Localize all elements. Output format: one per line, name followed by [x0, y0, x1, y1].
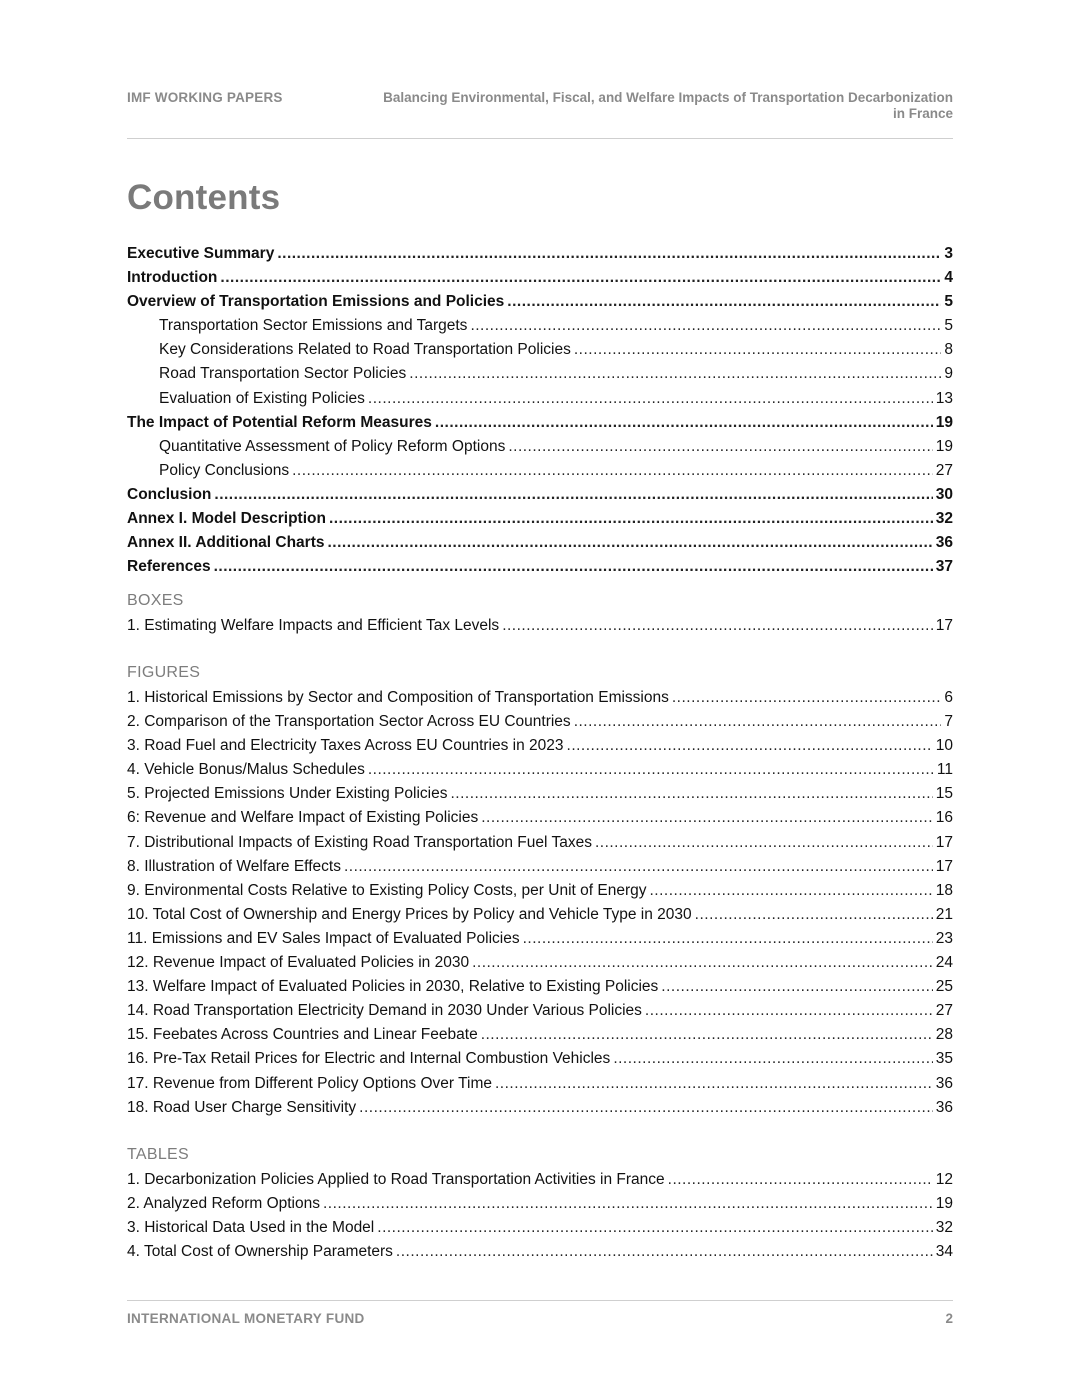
- toc-entry-label: Policy Conclusions: [159, 461, 290, 479]
- dot-leader: [695, 903, 933, 927]
- toc-subentry-quantitative-assessment[interactable]: [127, 435, 953, 459]
- table-entry[interactable]: [127, 1168, 953, 1192]
- toc-entry-label: 1. Decarbonization Policies Applied to Road Transportation Activities in France: [127, 1171, 665, 1188]
- toc-entry-label: 10. Total Cost of Ownership and Energy Prices by Policy and Vehicle Type in 2030: [127, 905, 692, 923]
- toc-entry-page: 12: [935, 1171, 953, 1188]
- toc-entry-page: 36: [935, 1098, 953, 1116]
- figure-entry[interactable]: [127, 1023, 953, 1047]
- toc-entry-label: 6: Revenue and Welfare Impact of Existing Policies: [127, 809, 479, 827]
- toc-entry-label: 4. Vehicle Bonus/Malus Schedules: [127, 761, 365, 779]
- figure-entry[interactable]: [127, 710, 953, 734]
- toc-entry-page: 16: [935, 809, 953, 827]
- dot-leader: [472, 951, 933, 975]
- table-of-contents: [127, 242, 953, 579]
- toc-entry-label: Introduction: [127, 269, 218, 287]
- toc-entry-label: 15. Feebates Across Countries and Linear Feebate: [127, 1026, 478, 1044]
- toc-entry-page: 19: [935, 437, 953, 455]
- figure-entry[interactable]: [127, 903, 953, 927]
- toc-entry-page: 23: [935, 929, 953, 947]
- figure-entry[interactable]: [127, 686, 953, 710]
- toc-entry-label: Overview of Transportation Emissions and Policies: [127, 293, 505, 311]
- dot-leader: [507, 290, 941, 314]
- page-number: 2: [945, 1311, 953, 1326]
- toc-subentry-emissions-targets[interactable]: [127, 314, 953, 338]
- dot-leader: [409, 362, 941, 386]
- toc-entry-label: Conclusion: [127, 485, 212, 503]
- toc-entry-label: Road Transportation Sector Policies: [159, 365, 407, 383]
- toc-entry-label: 17. Revenue from Different Policy Options Over Time: [127, 1074, 492, 1092]
- toc-entry-executive-summary[interactable]: [127, 242, 953, 266]
- toc-entry-page: 34: [935, 1243, 953, 1261]
- toc-entry-page: 9: [944, 365, 953, 383]
- toc-entry-label: 3. Historical Data Used in the Model: [127, 1219, 375, 1237]
- toc-entry-introduction[interactable]: [127, 266, 953, 290]
- toc-entry-page: 13: [935, 389, 953, 407]
- dot-leader: [645, 999, 933, 1023]
- toc-entry-label: 13. Welfare Impact of Evaluated Policies in 2030, Relative to Existing Policies: [127, 978, 659, 996]
- toc-entry-page: 32: [935, 1219, 953, 1237]
- toc-entry-page: 19: [935, 1195, 953, 1213]
- dot-leader: [292, 459, 933, 483]
- series-name: IMF WORKING PAPERS: [127, 90, 283, 105]
- toc-entry-label: 12. Revenue Impact of Evaluated Policies in 2030: [127, 954, 470, 972]
- dot-leader: [649, 879, 932, 903]
- toc-entry-label: Executive Summary: [127, 245, 275, 262]
- toc-entry-page: 4: [944, 269, 953, 287]
- toc-entry-label: 16. Pre-Tax Retail Prices for Electric and Internal Combustion Vehicles: [127, 1050, 611, 1068]
- toc-entry-page: 15: [935, 785, 953, 803]
- toc-entry-label: The Impact of Potential Reform Measures: [127, 413, 432, 431]
- toc-subentry-sector-policies[interactable]: [127, 362, 953, 386]
- toc-entry-label: Quantitative Assessment of Policy Reform Options: [159, 437, 506, 455]
- dot-leader: [396, 1240, 933, 1264]
- tables-heading: TABLES: [127, 1146, 189, 1163]
- toc-entry-label: 3. Road Fuel and Electricity Taxes Across EU Countries in 2023: [127, 737, 564, 755]
- figure-entry[interactable]: [127, 1072, 953, 1096]
- toc-entry-page: 27: [935, 1002, 953, 1020]
- toc-entry-page: 17: [935, 857, 953, 875]
- dot-leader: [508, 435, 932, 459]
- dot-leader: [323, 1192, 933, 1216]
- figure-entry[interactable]: [127, 927, 953, 951]
- toc-entry-label: 5. Projected Emissions Under Existing Policies: [127, 785, 448, 803]
- figure-entry[interactable]: [127, 855, 953, 879]
- toc-entry-label: 2. Analyzed Reform Options: [127, 1195, 320, 1213]
- figures-heading: FIGURES: [127, 664, 201, 681]
- boxes-heading: BOXES: [127, 592, 184, 609]
- toc-subentry-key-considerations[interactable]: [127, 338, 953, 362]
- toc-entry-label: 4. Total Cost of Ownership Parameters: [127, 1243, 393, 1261]
- toc-entry-page: 18: [935, 881, 953, 899]
- tables-list: [127, 1168, 953, 1264]
- dot-leader: [368, 387, 933, 411]
- toc-entry-annex-2[interactable]: [127, 531, 953, 555]
- dot-leader: [523, 927, 933, 951]
- toc-entry-page: 37: [935, 558, 953, 576]
- figures-list: [127, 686, 953, 1120]
- toc-entry-references[interactable]: [127, 555, 953, 579]
- figure-entry[interactable]: [127, 975, 953, 999]
- figure-entry[interactable]: [127, 782, 953, 806]
- toc-entry-label: 11. Emissions and EV Sales Impact of Evaluated Policies: [127, 929, 520, 947]
- toc-entry-page: 8: [944, 341, 953, 359]
- dot-leader: [450, 782, 932, 806]
- toc-entry-page: 30: [935, 485, 953, 503]
- toc-subentry-evaluation[interactable]: [127, 387, 953, 411]
- toc-entry-page: 5: [944, 317, 953, 335]
- toc-entry-label: 1. Historical Emissions by Sector and Composition of Transportation Emissions: [127, 689, 669, 706]
- toc-entry-page: 21: [935, 905, 953, 923]
- footer-organization: INTERNATIONAL MONETARY FUND: [127, 1311, 365, 1326]
- dot-leader: [329, 507, 933, 531]
- dot-leader: [481, 1023, 933, 1047]
- figure-entry[interactable]: [127, 758, 953, 782]
- toc-entry-reform-measures[interactable]: [127, 411, 953, 435]
- toc-entry-label: 18. Road User Charge Sensitivity: [127, 1098, 357, 1116]
- toc-entry-page: 28: [935, 1026, 953, 1044]
- figure-entry[interactable]: [127, 1096, 953, 1120]
- toc-entry-page: 17: [935, 617, 953, 634]
- figure-entry[interactable]: [127, 806, 953, 830]
- dot-leader: [574, 338, 942, 362]
- dot-leader: [377, 1216, 932, 1240]
- toc-entry-label: Annex II. Additional Charts: [127, 534, 325, 552]
- dot-leader: [359, 1096, 933, 1120]
- toc-entry-label: 14. Road Transportation Electricity Demand in 2030 Under Various Policies: [127, 1002, 642, 1020]
- toc-subentry-policy-conclusions[interactable]: [127, 459, 953, 483]
- dot-leader: [502, 614, 933, 638]
- dot-leader: [220, 266, 941, 290]
- dot-leader: [574, 710, 942, 734]
- dot-leader: [668, 1168, 933, 1192]
- figure-entry[interactable]: [127, 1047, 953, 1071]
- toc-entry-label: 2. Comparison of the Transportation Sector Across EU Countries: [127, 713, 571, 731]
- dot-leader: [470, 314, 941, 338]
- toc-entry-page: 11: [936, 761, 953, 779]
- toc-entry-page: 36: [935, 1074, 953, 1092]
- toc-entry-page: 19: [935, 413, 953, 431]
- toc-entry-label: 9. Environmental Costs Relative to Existing Policy Costs, per Unit of Energy: [127, 881, 647, 899]
- toc-entry-label: Key Considerations Related to Road Transportation Policies: [159, 341, 571, 359]
- toc-entry-label: Evaluation of Existing Policies: [159, 389, 365, 407]
- figure-entry[interactable]: [127, 999, 953, 1023]
- toc-entry-page: 7: [944, 713, 953, 731]
- dot-leader: [214, 483, 932, 507]
- toc-entry-conclusion[interactable]: [127, 483, 953, 507]
- toc-entry-page: 6: [944, 689, 953, 706]
- boxes-list: [127, 614, 953, 638]
- dot-leader: [368, 758, 934, 782]
- toc-entry-label: Annex I. Model Description: [127, 510, 326, 528]
- table-entry[interactable]: [127, 1216, 953, 1240]
- dot-leader: [344, 855, 933, 879]
- dot-leader: [277, 242, 941, 266]
- page-header: [127, 88, 953, 139]
- dot-leader: [481, 806, 933, 830]
- figure-entry[interactable]: [127, 951, 953, 975]
- figure-entry[interactable]: [127, 734, 953, 758]
- toc-entry-overview[interactable]: [127, 290, 953, 314]
- page-footer: [127, 1300, 953, 1326]
- paper-title-line-2: in France: [892, 106, 953, 121]
- toc-entry-page: 25: [935, 978, 953, 996]
- toc-entry-page: 3: [944, 245, 953, 262]
- toc-entry-page: 27: [935, 461, 953, 479]
- table-entry[interactable]: [127, 1192, 953, 1216]
- dot-leader: [613, 1047, 932, 1071]
- dot-leader: [661, 975, 932, 999]
- box-entry[interactable]: [127, 614, 953, 638]
- toc-entry-label: Transportation Sector Emissions and Targets: [159, 317, 468, 335]
- toc-entry-label: 7. Distributional Impacts of Existing Road Transportation Fuel Taxes: [127, 833, 592, 851]
- paper-title-line-1: Balancing Environmental, Fiscal, and Welfare Impacts of Transportation Decarbonization: [383, 90, 953, 105]
- toc-entry-page: 24: [935, 954, 953, 972]
- contents-heading: Contents: [127, 178, 281, 217]
- dot-leader: [567, 734, 933, 758]
- paper-title: [313, 90, 953, 122]
- toc-entry-page: 17: [935, 833, 953, 851]
- toc-entry-page: 36: [935, 534, 953, 552]
- toc-entry-label: 1. Estimating Welfare Impacts and Efficient Tax Levels: [127, 617, 500, 634]
- toc-entry-label: 8. Illustration of Welfare Effects: [127, 857, 341, 875]
- toc-entry-page: 10: [935, 737, 953, 755]
- figure-entry[interactable]: [127, 831, 953, 855]
- figure-entry[interactable]: [127, 879, 953, 903]
- toc-entry-label: References: [127, 558, 211, 576]
- toc-entry-page: 5: [944, 293, 953, 311]
- dot-leader: [214, 555, 933, 579]
- dot-leader: [595, 831, 933, 855]
- dot-leader: [435, 411, 933, 435]
- dot-leader: [672, 686, 942, 710]
- toc-entry-annex-1[interactable]: [127, 507, 953, 531]
- toc-entry-page: 35: [935, 1050, 953, 1068]
- dot-leader: [328, 531, 933, 555]
- toc-entry-page: 32: [935, 510, 953, 528]
- dot-leader: [495, 1072, 933, 1096]
- table-entry[interactable]: [127, 1240, 953, 1264]
